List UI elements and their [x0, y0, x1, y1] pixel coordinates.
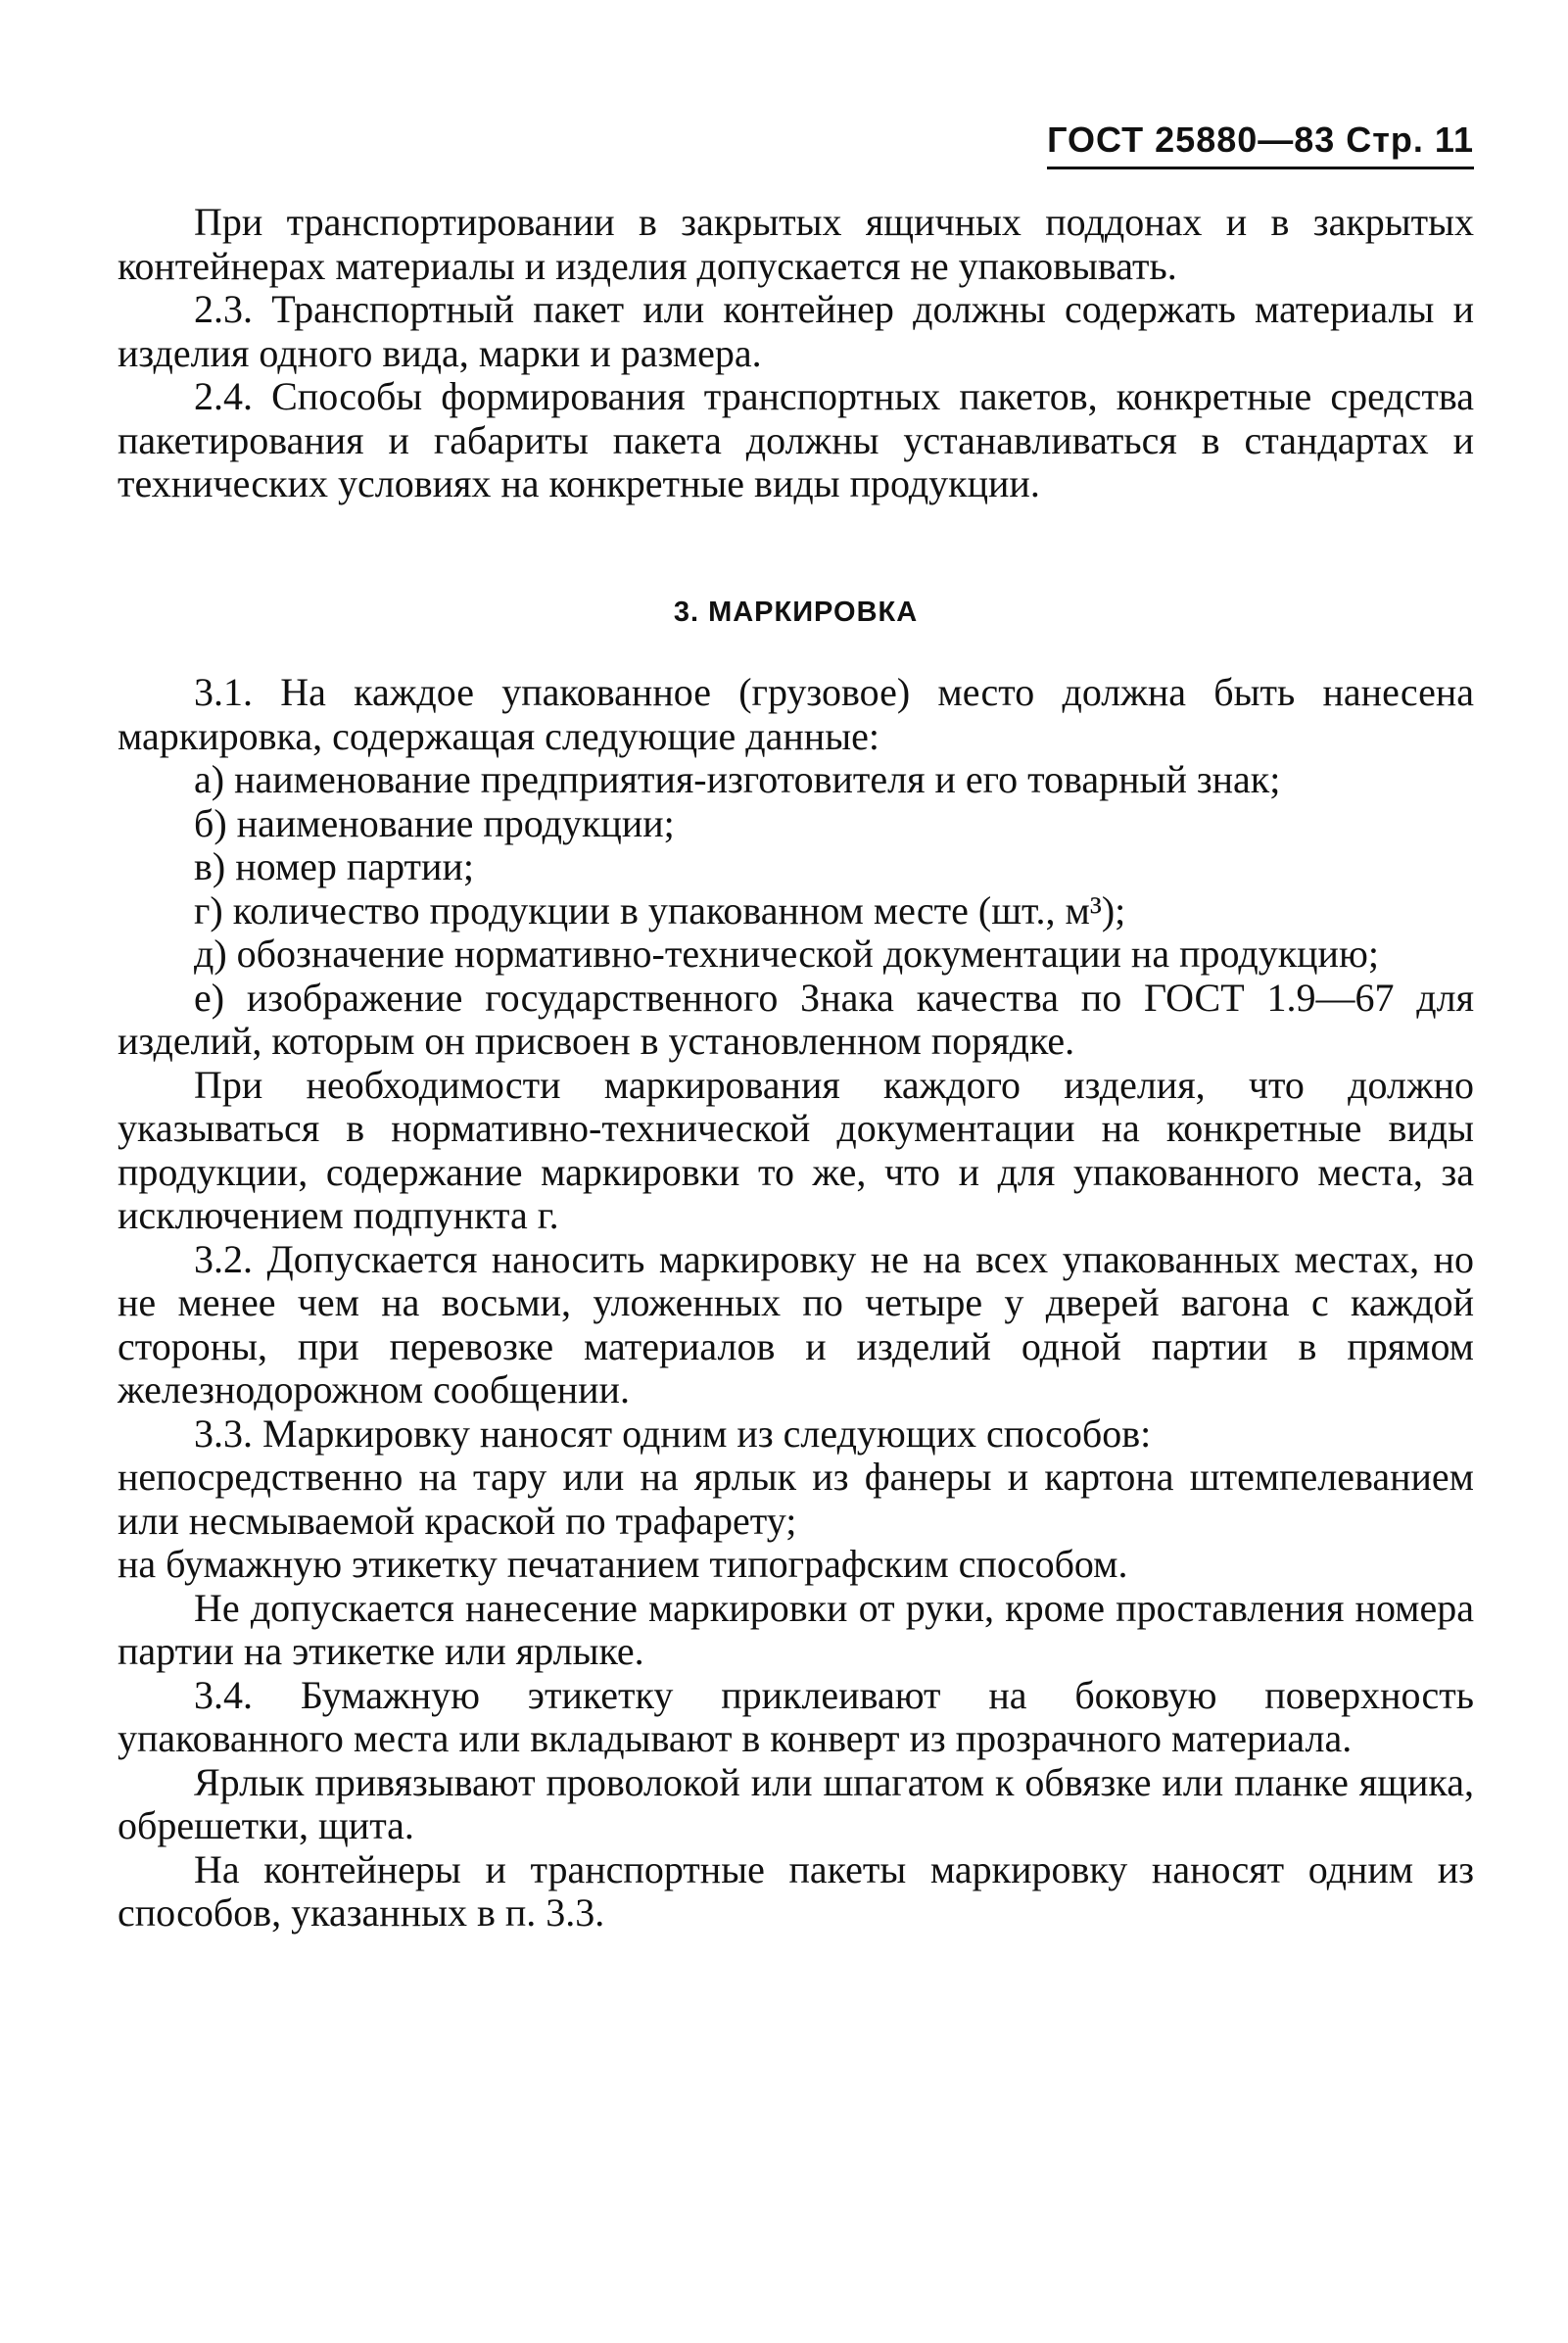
- paragraph-3-3-method-label: на бумажную этикетку печатанием типографским способом.: [118, 1542, 1128, 1586]
- paragraph-3-4: 3.4. Бумажную этикетку приклеивают на боковую поверхность упакованного места или вкладывают в конверт из прозрачного материала.: [118, 1672, 1474, 1760]
- list-item-a: а) наименование предприятия-изготовителя и его товарный знак;: [194, 757, 1281, 801]
- paragraph-3-1: 3.1. На каждое упакованное (грузовое) место должна быть нанесена маркировка, содержащая следующие данные:: [118, 670, 1474, 758]
- paragraph-3-3-handwriting: Не допускается нанесение маркировки от руки, кроме проставления номера партии на этикетке или ярлыке.: [118, 1585, 1474, 1673]
- paragraph-individual-marking: При необходимости маркирования каждого изделия, что должно указываться в нормативно-технической документации на конкретные виды продукции, содержание маркировки то же, что и для упакованного места, за исключением подпункта г.: [118, 1062, 1474, 1237]
- document-body: [118, 201, 1474, 1936]
- list-item-e: е) изображение государственного Знака качества по ГОСТ 1.9—67 для изделий, которым он присвоен в установленном порядке.: [118, 975, 1474, 1063]
- list-item-v: в) номер партии;: [194, 844, 474, 888]
- paragraph-3-4-tag: Ярлык привязывают проволокой или шпагатом к обвязке или планке ящика, обрешетки, щита.: [118, 1759, 1474, 1847]
- paragraph-3-3: 3.3. Маркировку наносят одним из следующих способов:: [194, 1411, 1152, 1456]
- page-header: ГОСТ 25880—83 Стр. 11: [1047, 120, 1474, 169]
- paragraph-3-3-method-stencil: непосредственно на тару или на ярлык из фанеры и картона штемпелеванием или несмываемой краской по трафарету;: [118, 1455, 1474, 1543]
- list-item-g: г) количество продукции в упакованном месте (шт., м³);: [194, 887, 1126, 932]
- section-title-marking: 3. МАРКИРОВКА: [673, 596, 919, 628]
- paragraph-transport-closed: При транспортировании в закрытых ящичных поддонах и в закрытых контейнерах материалы и изделия допускается не упаковывать.: [118, 200, 1474, 288]
- list-item-b: б) наименование продукции;: [194, 800, 675, 845]
- paragraph-3-2: 3.2. Допускается наносить маркировку не на всех упакованных местах, но не менее чем на восьми, уложенных по четыре у дверей вагона с каждой стороны, при перевозке материалов и изделий одной партии в прямом железнодорожном сообщении.: [118, 1236, 1474, 1411]
- list-item-d: д) обозначение нормативно-технической документации на продукцию;: [194, 932, 1379, 976]
- paragraph-2-3: 2.3. Транспортный пакет или контейнер должны содержать материалы и изделия одного вида, марки и размера.: [118, 287, 1474, 375]
- paragraph-2-4: 2.4. Способы формирования транспортных пакетов, конкретные средства пакетирования и габариты пакета должны устанавливаться в стандартах и технических условиях на конкретные виды продукции.: [118, 374, 1474, 505]
- paragraph-3-4-containers: На контейнеры и транспортные пакеты маркировку наносят одним из способов, указанных в п. 3.3.: [118, 1846, 1474, 1935]
